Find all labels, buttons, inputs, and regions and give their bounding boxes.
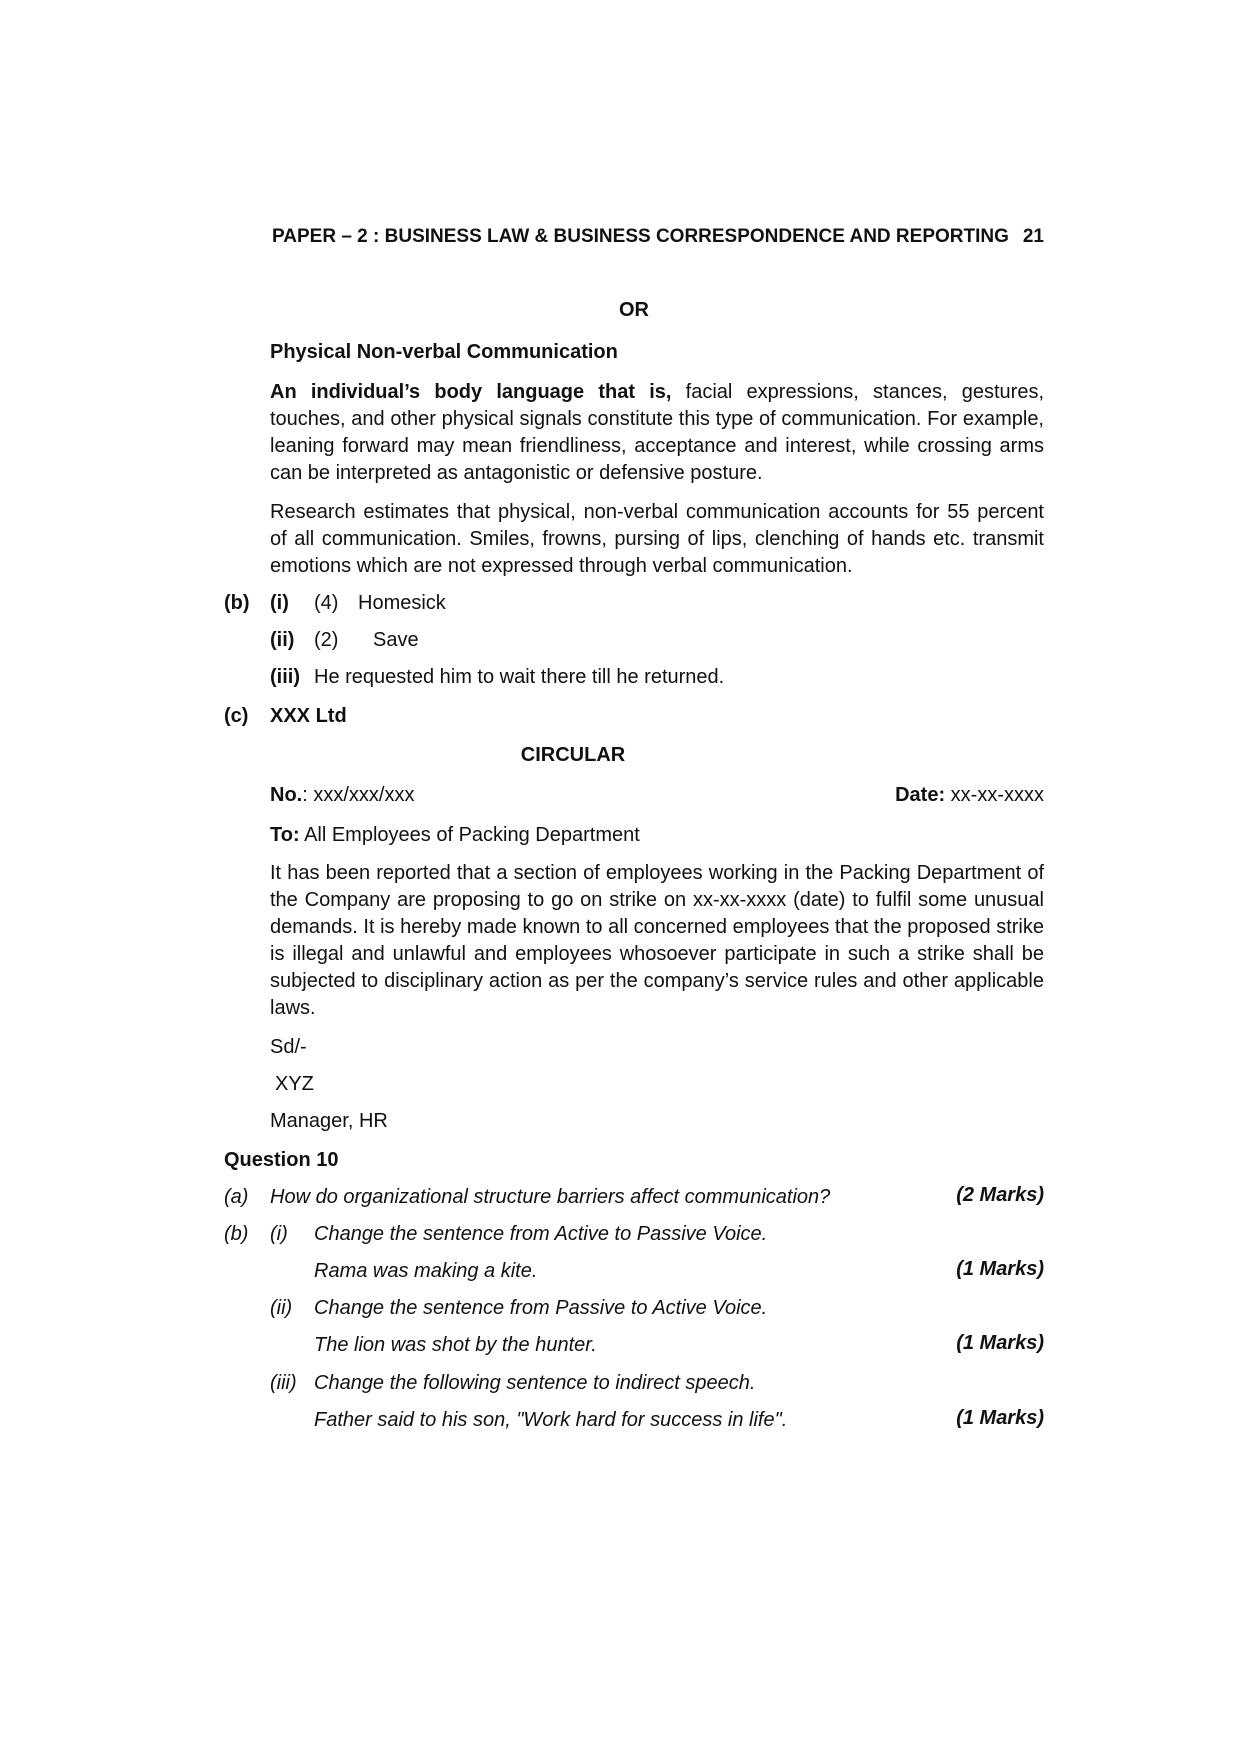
paragraph-lead: An individual’s body language that is,: [270, 381, 672, 403]
paragraph-research: Research estimates that physical, non-verbal communication accounts for 55 percent of all communication. Smiles, frowns, pursing of lips, clenching of hands etc. transmit emotions which are not expressed through verbal communication.: [270, 501, 1044, 577]
question-b-item-num: (iii): [270, 1372, 297, 1394]
circular-number: [270, 782, 414, 809]
recipient-value: All Employees of Packing Department: [299, 824, 640, 846]
question-b-item-sentence: The lion was shot by the hunter.: [314, 1334, 597, 1356]
part-b-item-answer: Save: [373, 629, 419, 651]
company-name: XXX Ltd: [270, 705, 347, 727]
part-b-item-num: (i): [270, 592, 289, 614]
part-b-item-num: (iii): [270, 666, 300, 688]
question-b-item-sentence: Rama was making a kite.: [314, 1260, 538, 1282]
signatory-designation: Manager, HR: [270, 1110, 388, 1132]
paragraph-body-language: [270, 379, 1044, 487]
signature: Sd/-: [270, 1036, 307, 1058]
question-heading: Question 10: [224, 1149, 339, 1171]
part-b-item-option: (2): [314, 629, 339, 651]
question-a-text: How do organizational structure barriers affect communication?: [270, 1186, 831, 1208]
circular-title: CIRCULAR: [520, 744, 626, 766]
circular-number-label: No.: [270, 784, 303, 806]
circular-date-label: Date:: [895, 784, 946, 806]
question-b-item-instruction: Change the sentence from Active to Passive Voice.: [314, 1223, 768, 1245]
section-heading: Physical Non-verbal Communication: [270, 341, 618, 363]
circular-number-value: : xxx/xxx/xxx: [302, 784, 415, 806]
question-b-item-num: (ii): [270, 1297, 293, 1319]
part-b-label: (b): [224, 592, 250, 614]
question-b-item-instruction: Change the following sentence to indirect speech.: [314, 1372, 756, 1394]
part-b-item-answer: Homesick: [358, 592, 446, 614]
part-b-item-num: (ii): [270, 629, 295, 651]
page-number: 21: [1022, 226, 1044, 247]
circular-date: [895, 782, 1044, 809]
header-title: PAPER – 2 : BUSINESS LAW & BUSINESS CORRESPONDENCE AND REPORTING: [272, 226, 1009, 247]
circular-date-value: xx-xx-xxxx: [945, 784, 1044, 806]
or-label: OR: [619, 299, 649, 321]
question-b-label: (b): [224, 1223, 249, 1245]
question-b-item-num: (i): [270, 1223, 288, 1245]
question-a-marks: (2 Marks): [956, 1184, 1044, 1206]
part-b-item-option: (4): [314, 592, 339, 614]
circular-body: It has been reported that a section of employees working in the Packing Department of the Company are proposing to go on strike on xx-xx-xxxx (date) to fulfil some unusual demands. It is hereby made known to all concerned employees that the proposed strike is illegal and unlawful and employees whosoever participate in such a strike shall be subjected to disciplinary action as per the company’s service rules and other applicable laws.: [270, 862, 1044, 1019]
recipient-label: To:: [270, 824, 300, 846]
page-header: [272, 226, 1044, 248]
circular-recipient: [270, 822, 640, 849]
question-a-label: (a): [224, 1186, 249, 1208]
question-b-item-sentence: Father said to his son, "Work hard for success in life".: [314, 1409, 788, 1431]
question-b-item-marks: (1 Marks): [956, 1407, 1044, 1429]
paragraph-rest: facial expressions, stances, gestures, touches, and other physical signals constitute this type of communication. For example, leaning forward may mean friendliness, acceptance and interest, while crossing arms can be interpreted as antagonistic or defensive posture.: [270, 381, 1044, 484]
part-b-item-answer: He requested him to wait there till he returned.: [314, 666, 725, 688]
question-b-item-instruction: Change the sentence from Passive to Active Voice.: [314, 1297, 768, 1319]
signatory-name: XYZ: [275, 1073, 314, 1095]
part-c-label: (c): [224, 705, 249, 727]
question-b-item-marks: (1 Marks): [956, 1332, 1044, 1354]
question-b-item-marks: (1 Marks): [956, 1258, 1044, 1280]
